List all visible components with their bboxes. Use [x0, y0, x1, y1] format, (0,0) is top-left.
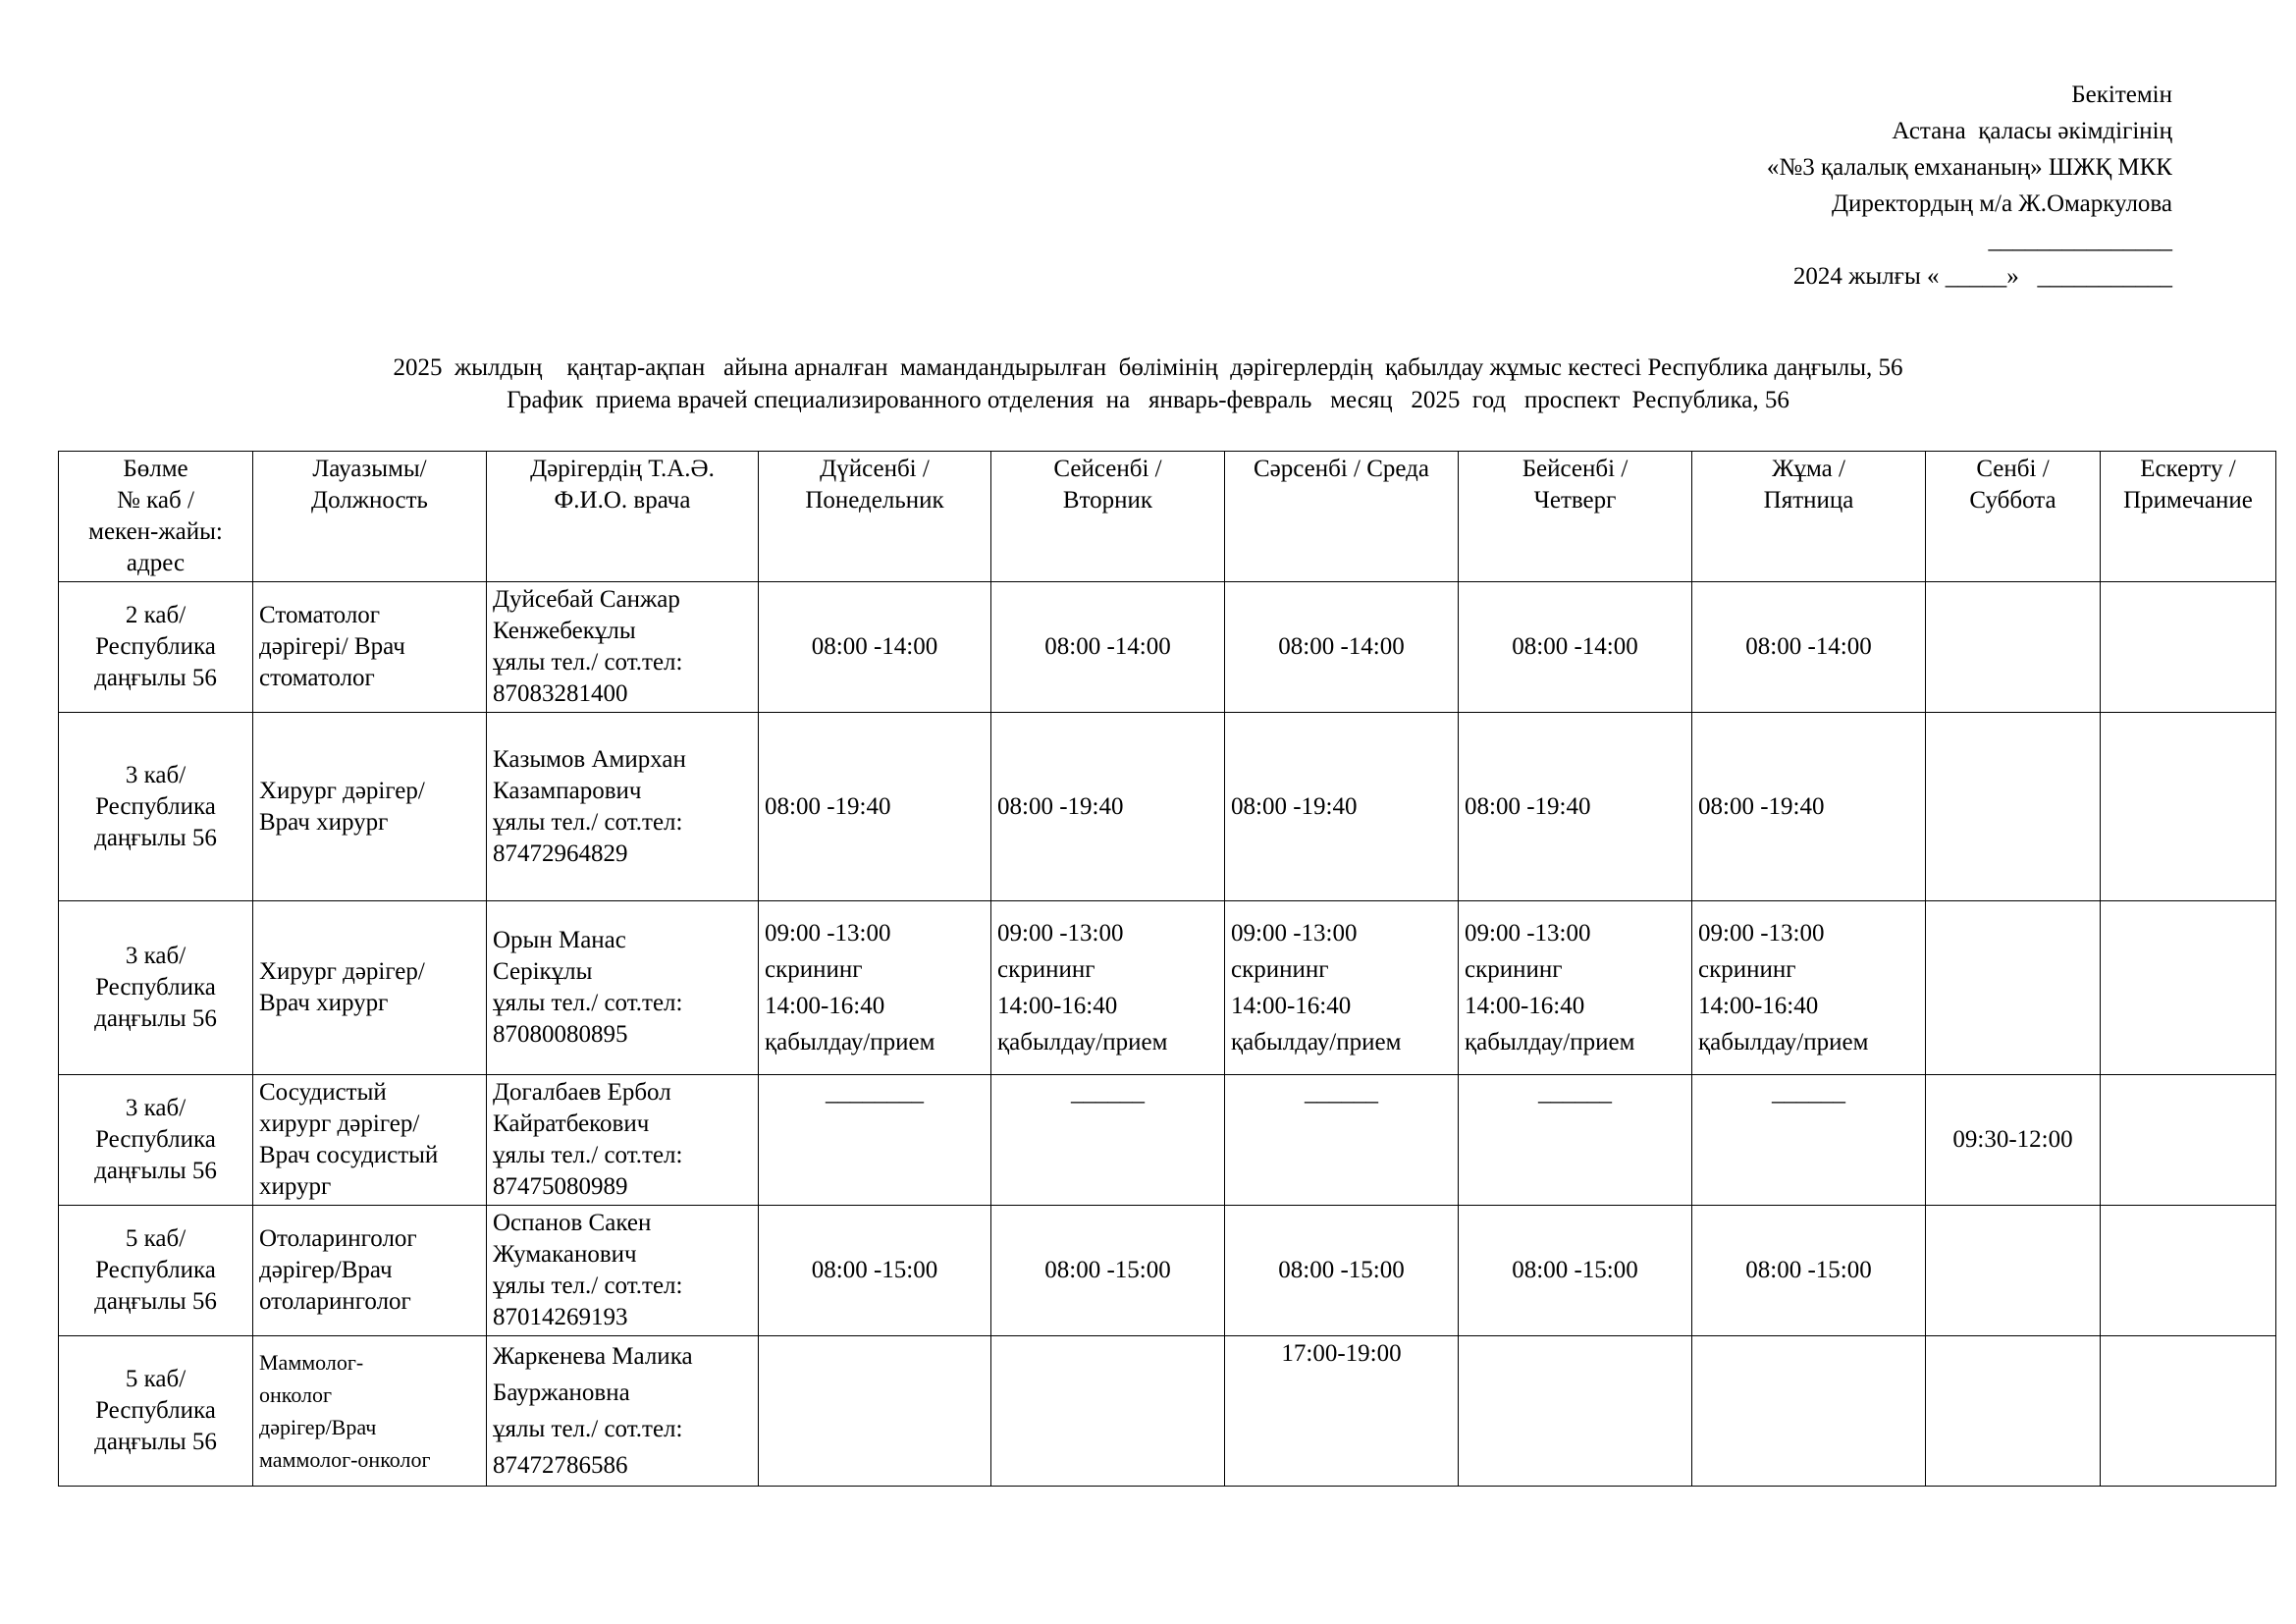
- table-row: [59, 713, 2276, 901]
- wednesday-cell: [1225, 901, 1459, 1075]
- cell-text: онколог: [259, 1382, 333, 1407]
- note-cell: [2101, 1336, 2276, 1487]
- header-text: Примечание: [2123, 487, 2253, 514]
- room-cell: [59, 1075, 253, 1206]
- wednesday-cell: [1225, 1075, 1459, 1206]
- cell-text: 14:00-16:40: [997, 993, 1118, 1019]
- cell-text: Бауржановна: [493, 1380, 630, 1406]
- cell-text: Орын Манас: [493, 927, 626, 953]
- cell-text: Хирург дәрігер/: [259, 958, 425, 985]
- header-text: Ескерту /: [2140, 456, 2236, 482]
- cell-text: 09:00 -13:00: [1465, 920, 1591, 947]
- cell-text: 08:00 -15:00: [1044, 1257, 1171, 1283]
- thursday-cell: [1459, 582, 1692, 713]
- cell-text: скрининг: [1698, 956, 1796, 983]
- header-room: [59, 452, 253, 582]
- doctor-cell: [487, 582, 759, 713]
- monday-cell: [759, 1206, 991, 1336]
- thursday-cell: [1459, 1075, 1692, 1206]
- wednesday-cell: [1225, 713, 1459, 901]
- cell-text: 09:00 -13:00: [1698, 920, 1825, 947]
- saturday-cell: [1926, 1075, 2101, 1206]
- cell-text: 08:00 -14:00: [1745, 633, 1872, 660]
- header-text: Сейсенбі /: [1053, 456, 1162, 482]
- cell-text: қабылдау/прием: [1698, 1029, 1869, 1056]
- cell-text: Сосудистый: [259, 1079, 387, 1106]
- doctor-cell: [487, 1206, 759, 1336]
- cell-text: 08:00 -14:00: [1278, 633, 1405, 660]
- saturday-cell: [1926, 901, 2101, 1075]
- doctor-cell: [487, 713, 759, 901]
- cell-text: скрининг: [1465, 956, 1563, 983]
- cell-text: маммолог-онколог: [259, 1447, 431, 1472]
- note-cell: [2101, 1206, 2276, 1336]
- cell-text: ұялы тел./ сот.тел:: [493, 808, 683, 836]
- saturday-cell: [1926, 1206, 2101, 1336]
- saturday-cell: [1926, 713, 2101, 901]
- cell-text: дәрігер/Врач: [259, 1415, 377, 1439]
- tuesday-cell: [991, 901, 1225, 1075]
- cell-text: Жаркенева Малика: [493, 1343, 693, 1370]
- cell-text: 08:00 -14:00: [1044, 633, 1171, 660]
- cell-text: Республика: [95, 1126, 216, 1153]
- cell-text: Кайратбекович: [493, 1110, 650, 1137]
- cell-text: ұялы тел./ сот.тел:: [493, 649, 683, 676]
- cell-text: даңғылы 56: [94, 824, 217, 851]
- cell-text: ______: [1305, 1079, 1378, 1106]
- cell-text: қабылдау/прием: [1465, 1029, 1635, 1056]
- position-cell: [253, 1206, 487, 1336]
- cell-text: даңғылы 56: [94, 1005, 217, 1032]
- cell-text: ұялы тел./ сот.тел:: [493, 1272, 683, 1299]
- approval-date-line: 2024 жылғы « _____» ___________: [1792, 263, 2172, 290]
- cell-text: Врач хирург: [259, 990, 389, 1016]
- cell-text: қабылдау/прием: [765, 1029, 935, 1056]
- header-text: Дүйсенбі /: [820, 456, 930, 482]
- cell-text: 87472786586: [493, 1452, 628, 1479]
- cell-text: Казымов Амирхан: [493, 745, 686, 773]
- signature-line: _______________: [1988, 227, 2172, 253]
- note-cell: [2101, 1075, 2276, 1206]
- cell-text: қабылдау/прием: [997, 1029, 1168, 1056]
- table-row: [59, 582, 2276, 713]
- cell-text: 08:00 -19:40: [997, 792, 1124, 820]
- header-saturday: [1926, 452, 2101, 582]
- cell-text: Серікұлы: [493, 958, 593, 985]
- header-text: № каб /: [117, 487, 194, 514]
- doctor-cell: [487, 1336, 759, 1487]
- cell-text: стоматолог: [259, 665, 375, 691]
- cell-text: 08:00 -19:40: [1698, 792, 1825, 820]
- cell-text: хирург: [259, 1173, 332, 1200]
- header-tuesday: [991, 452, 1225, 582]
- cell-text: 08:00 -14:00: [811, 633, 938, 660]
- cell-text: скрининг: [1231, 956, 1329, 983]
- header-text: Понедельник: [805, 487, 944, 514]
- cell-text: Хирург дәрігер/: [259, 777, 425, 804]
- header-text: Лауазымы/: [312, 456, 427, 482]
- header-text: мекен-жайы:: [88, 518, 223, 545]
- header-text: адрес: [126, 550, 186, 576]
- header-monday: [759, 452, 991, 582]
- cell-text: 09:00 -13:00: [997, 920, 1124, 947]
- cell-text: 2 каб/: [125, 602, 187, 628]
- cell-text: 5 каб/: [125, 1225, 187, 1252]
- tuesday-cell: [991, 713, 1225, 901]
- table-row: [59, 1206, 2276, 1336]
- position-cell: [253, 582, 487, 713]
- schedule-table: [58, 451, 2276, 1487]
- header-text: Дәрігердің Т.А.Ә.: [530, 456, 715, 482]
- cell-text: ұялы тел./ сот.тел:: [493, 1416, 683, 1442]
- cell-text: 08:00 -19:40: [1231, 792, 1358, 820]
- monday-cell: [759, 582, 991, 713]
- cell-text: даңғылы 56: [94, 1158, 217, 1184]
- cell-text: Дуйсебай Санжар: [493, 586, 680, 613]
- cell-text: 08:00 -14:00: [1512, 633, 1638, 660]
- cell-text: Маммолог-: [259, 1350, 364, 1375]
- cell-text: Республика: [95, 974, 216, 1001]
- cell-text: ұялы тел./ сот.тел:: [493, 990, 683, 1016]
- thursday-cell: [1459, 713, 1692, 901]
- cell-text: дәрігері/ Врач: [259, 633, 405, 660]
- doctor-cell: [487, 1075, 759, 1206]
- cell-text: Казампарович: [493, 777, 642, 804]
- cell-text: ______: [1772, 1079, 1845, 1106]
- friday-cell: [1692, 901, 1926, 1075]
- header-text: Сенбі /: [1976, 456, 2050, 482]
- room-cell: [59, 1206, 253, 1336]
- header-text: Суббота: [1969, 487, 2056, 514]
- note-cell: [2101, 713, 2276, 901]
- tuesday-cell: [991, 1206, 1225, 1336]
- cell-text: скрининг: [765, 956, 863, 983]
- header-doctor: [487, 452, 759, 582]
- doctor-cell: [487, 901, 759, 1075]
- tuesday-cell: [991, 582, 1225, 713]
- cell-text: 14:00-16:40: [1465, 993, 1585, 1019]
- cell-text: даңғылы 56: [94, 1288, 217, 1315]
- cell-text: 3 каб/: [125, 1095, 187, 1121]
- friday-cell: [1692, 1075, 1926, 1206]
- cell-text: 87080080895: [493, 1021, 628, 1048]
- cell-text: 09:00 -13:00: [765, 920, 891, 947]
- cell-text: 87472964829: [493, 839, 628, 867]
- header-position: [253, 452, 487, 582]
- cell-text: 08:00 -15:00: [1745, 1257, 1872, 1283]
- approval-line: «№3 қалалық емхананың» ШЖҚ МКК: [1766, 154, 2172, 181]
- cell-text: Жумаканович: [493, 1241, 637, 1268]
- position-cell: [253, 713, 487, 901]
- cell-text: Врач хирург: [259, 808, 389, 836]
- wednesday-cell: [1225, 1336, 1459, 1487]
- thursday-cell: [1459, 901, 1692, 1075]
- position-cell: [253, 1336, 487, 1487]
- cell-text: отоларинголог: [259, 1288, 411, 1315]
- title-ru: График приема врачей специализированного отделения на январь-февраль месяц 2025 год проспект Республика, 56: [507, 387, 1789, 413]
- room-cell: [59, 713, 253, 901]
- wednesday-cell: [1225, 1206, 1459, 1336]
- cell-text: Стоматолог: [259, 602, 381, 628]
- cell-text: даңғылы 56: [94, 665, 217, 691]
- monday-cell: [759, 901, 991, 1075]
- cell-text: 3 каб/: [125, 943, 187, 969]
- wednesday-cell: [1225, 582, 1459, 713]
- table-row: [59, 901, 2276, 1075]
- title-kz: 2025 жылдың қаңтар-ақпан айына арналған мамандандырылған бөлімінің дәрігерлердің қабылдау жұмыс кестесі Республика даңғылы, 56: [393, 354, 1903, 381]
- approval-line: Астана қаласы әкімдігінің: [1892, 118, 2172, 144]
- cell-text: Отоларинголог: [259, 1225, 417, 1252]
- cell-text: 87475080989: [493, 1173, 628, 1200]
- table-row: [59, 1075, 2276, 1206]
- room-cell: [59, 1336, 253, 1487]
- header-row: [59, 452, 2276, 582]
- header-note: [2101, 452, 2276, 582]
- friday-cell: [1692, 582, 1926, 713]
- header-friday: [1692, 452, 1926, 582]
- header-text: Четверг: [1533, 487, 1617, 514]
- tuesday-cell: [991, 1336, 1225, 1487]
- cell-text: Республика: [95, 1397, 216, 1424]
- cell-text: 14:00-16:40: [1231, 993, 1352, 1019]
- approval-block: [1767, 77, 2172, 295]
- cell-text: 87083281400: [493, 680, 628, 707]
- cell-text: даңғылы 56: [94, 1429, 217, 1455]
- header-text: Ф.И.О. врача: [554, 487, 691, 514]
- note-cell: [2101, 901, 2276, 1075]
- approval-line: Директордың м/а Ж.Омаркулова: [1831, 190, 2172, 217]
- cell-text: Республика: [95, 633, 216, 660]
- cell-text: 87014269193: [493, 1304, 628, 1330]
- header-text: Сәрсенбі / Среда: [1253, 456, 1430, 482]
- monday-cell: [759, 1075, 991, 1206]
- header-text: Пятница: [1763, 487, 1854, 514]
- approval-line: Бекітемін: [2071, 81, 2172, 108]
- cell-text: 08:00 -15:00: [1278, 1257, 1405, 1283]
- friday-cell: [1692, 713, 1926, 901]
- document-title: [0, 352, 2296, 416]
- friday-cell: [1692, 1206, 1926, 1336]
- position-cell: [253, 901, 487, 1075]
- cell-text: ______: [1538, 1079, 1612, 1106]
- cell-text: 08:00 -19:40: [765, 792, 891, 820]
- cell-text: 09:00 -13:00: [1231, 920, 1358, 947]
- cell-text: дәрігер/Врач: [259, 1257, 393, 1283]
- cell-text: Догалбаев Ербол: [493, 1079, 671, 1106]
- cell-text: 3 каб/: [125, 761, 187, 788]
- cell-text: Республика: [95, 1257, 216, 1283]
- thursday-cell: [1459, 1336, 1692, 1487]
- cell-text: Республика: [95, 792, 216, 820]
- cell-text: 08:00 -15:00: [1512, 1257, 1638, 1283]
- cell-text: ______: [1071, 1079, 1145, 1106]
- tuesday-cell: [991, 1075, 1225, 1206]
- cell-text: 08:00 -19:40: [1465, 792, 1591, 820]
- header-text: Должность: [311, 487, 428, 514]
- header-thursday: [1459, 452, 1692, 582]
- cell-text: ________: [826, 1079, 924, 1106]
- cell-text: 14:00-16:40: [1698, 993, 1819, 1019]
- room-cell: [59, 582, 253, 713]
- saturday-cell: [1926, 1336, 2101, 1487]
- cell-text: хирург дәрігер/: [259, 1110, 420, 1137]
- cell-text: 14:00-16:40: [765, 993, 885, 1019]
- cell-text: Врач сосудистый: [259, 1142, 439, 1168]
- saturday-cell: [1926, 582, 2101, 713]
- cell-text: 5 каб/: [125, 1366, 187, 1392]
- friday-cell: [1692, 1336, 1926, 1487]
- monday-cell: [759, 1336, 991, 1487]
- position-cell: [253, 1075, 487, 1206]
- thursday-cell: [1459, 1206, 1692, 1336]
- header-text: Вторник: [1062, 487, 1153, 514]
- table-row: [59, 1336, 2276, 1487]
- cell-text: қабылдау/прием: [1231, 1029, 1402, 1056]
- cell-text: скрининг: [997, 956, 1095, 983]
- header-text: Бөлме: [123, 456, 188, 482]
- note-cell: [2101, 582, 2276, 713]
- cell-text: 08:00 -15:00: [811, 1257, 938, 1283]
- monday-cell: [759, 713, 991, 901]
- cell-text: 17:00-19:00: [1281, 1340, 1402, 1367]
- room-cell: [59, 901, 253, 1075]
- cell-text: ұялы тел./ сот.тел:: [493, 1142, 683, 1168]
- header-text: Бейсенбі /: [1522, 456, 1629, 482]
- header-text: Жұма /: [1772, 456, 1845, 482]
- cell-text: Оспанов Сакен: [493, 1210, 652, 1236]
- cell-text: Кенжебекұлы: [493, 618, 636, 644]
- header-wednesday: [1225, 452, 1459, 582]
- cell-text: 09:30-12:00: [1952, 1126, 2073, 1153]
